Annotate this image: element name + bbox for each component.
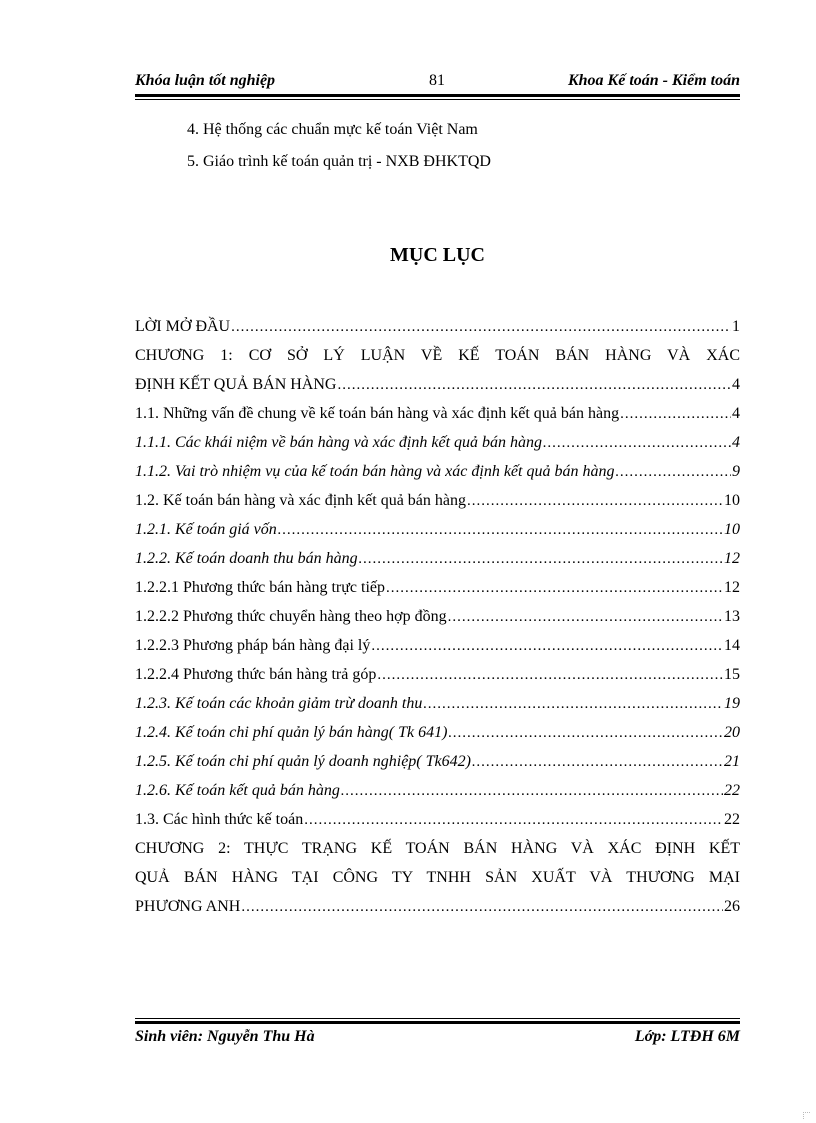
toc-leader	[543, 429, 731, 458]
table-of-contents	[135, 312, 740, 921]
toc-entry[interactable]	[135, 544, 740, 573]
reference-item: 5. Giáo trình kế toán quản trị - NXB ĐHKTQD	[187, 153, 491, 170]
references-list	[187, 114, 491, 178]
toc-entry-page: 13	[724, 608, 740, 625]
toc-leader	[448, 719, 723, 748]
toc-entry-page: 10	[724, 492, 740, 509]
toc-entry-page: 12	[724, 550, 740, 567]
toc-leader	[377, 661, 723, 690]
toc-entry-page: 14	[724, 637, 740, 654]
toc-leader	[472, 748, 723, 777]
toc-chapter-1-line-2[interactable]	[135, 370, 740, 399]
toc-leader	[615, 458, 731, 487]
page-footer	[135, 1028, 740, 1052]
toc-leader	[231, 313, 731, 342]
header-thesis-label: Khóa luận tốt nghiệp	[135, 72, 276, 89]
toc-entry-title: 1.2.6. Kế toán kết quả bán hàng	[135, 782, 340, 799]
toc-entry-title: 1.2.5. Kế toán chi phí quản lý doanh nghiệp( Tk642)	[135, 753, 471, 770]
toc-entry-page: 1	[732, 318, 740, 335]
toc-entry-intro[interactable]	[135, 312, 740, 341]
toc-entry-page: 4	[732, 376, 740, 393]
toc-leader	[620, 400, 731, 429]
header-rule	[135, 94, 740, 100]
toc-leader	[278, 516, 723, 545]
toc-entry[interactable]	[135, 399, 740, 428]
toc-entry-title: 1.2.3. Kế toán các khoản giảm trừ doanh thu	[135, 695, 423, 712]
toc-entry[interactable]	[135, 805, 740, 834]
toc-entry[interactable]	[135, 718, 740, 747]
toc-entry-page: 22	[724, 782, 740, 799]
toc-entry-title: 1.2.2. Kế toán doanh thu bán hàng	[135, 550, 358, 567]
toc-leader	[359, 545, 723, 574]
toc-entry-page: 19	[724, 695, 740, 712]
toc-entry[interactable]	[135, 486, 740, 515]
toc-entry-page: 4	[732, 434, 740, 451]
toc-entry-page: 21	[724, 753, 740, 770]
toc-leader	[241, 893, 723, 922]
toc-entry-title: 1.3. Các hình thức kế toán	[135, 811, 304, 828]
toc-leader	[337, 371, 731, 400]
toc-leader	[371, 632, 723, 661]
toc-entry[interactable]	[135, 689, 740, 718]
toc-entry-title: 1.1.1. Các khái niệm về bán hàng và xác định kết quả bán hàng	[135, 434, 543, 451]
toc-leader	[386, 574, 723, 603]
toc-entry[interactable]	[135, 776, 740, 805]
toc-chapter-1-line-1[interactable]: CHƯƠNG 1: CƠ SỞ LÝ LUẬN VỀ KẾ TOÁN BÁN HÀNG VÀ XÁC	[135, 347, 740, 364]
toc-entry-page: 15	[724, 666, 740, 683]
footer-class: Lớp: LTĐH 6M	[634, 1028, 740, 1045]
toc-entry-page: 12	[724, 579, 740, 596]
toc-entry[interactable]	[135, 602, 740, 631]
toc-leader	[467, 487, 723, 516]
toc-chapter-2-line-3[interactable]	[135, 892, 740, 921]
corner-crop-mark	[803, 1112, 810, 1119]
toc-entry-title: LỜI MỞ ĐẦU	[135, 318, 231, 335]
toc-leader	[423, 690, 723, 719]
toc-entry-page: 20	[724, 724, 740, 741]
toc-entry-title: PHƯƠNG ANH	[135, 898, 241, 915]
toc-chapter-2-line-1[interactable]: CHƯƠNG 2: THỰC TRẠNG KẾ TOÁN BÁN HÀNG VÀ XÁC ĐỊNH KẾT	[135, 840, 740, 857]
toc-leader	[448, 603, 723, 632]
toc-entry[interactable]	[135, 515, 740, 544]
toc-entry-title: 1.2.2.3 Phương pháp bán hàng đại lý	[135, 637, 371, 654]
footer-student: Sinh viên: Nguyễn Thu Hà	[135, 1028, 315, 1045]
toc-entry-title: 1.2.4. Kế toán chi phí quản lý bán hàng( Tk 641)	[135, 724, 448, 741]
toc-entry-title: 1.2.2.4 Phương thức bán hàng trả góp	[135, 666, 377, 683]
footer-rule	[135, 1018, 740, 1024]
toc-entry-title: 1.1.2. Vai trò nhiệm vụ của kế toán bán hàng và xác định kết quả bán hàng	[135, 463, 615, 480]
toc-title: MỤC LỤC	[390, 244, 485, 266]
toc-entry-title: 1.2.2.1 Phương thức bán hàng trực tiếp	[135, 579, 385, 596]
toc-entry-title: 1.1. Những vấn đề chung về kế toán bán hàng và xác định kết quả bán hàng	[135, 405, 620, 422]
toc-entry-title: 1.2. Kế toán bán hàng và xác định kết quả bán hàng	[135, 492, 467, 509]
toc-entry-title: ĐỊNH KẾT QUẢ BÁN HÀNG	[135, 376, 337, 393]
toc-entry[interactable]	[135, 428, 740, 457]
toc-entry-title: 1.2.1. Kế toán giá vốn	[135, 521, 277, 538]
toc-entry-page: 10	[724, 521, 740, 538]
toc-entry-page: 9	[732, 463, 740, 480]
toc-entry[interactable]	[135, 631, 740, 660]
toc-leader	[341, 777, 723, 806]
toc-entry[interactable]	[135, 573, 740, 602]
toc-entries	[135, 399, 740, 834]
toc-chapter-2-line-2[interactable]: QUẢ BÁN HÀNG TẠI CÔNG TY TNHH SẢN XUẤT VÀ THƯƠNG MẠI	[135, 869, 740, 886]
toc-entry-title: 1.2.2.2 Phương thức chuyển hàng theo hợp đồng	[135, 608, 447, 625]
toc-entry[interactable]	[135, 660, 740, 689]
toc-entry[interactable]	[135, 457, 740, 486]
reference-item: 4. Hệ thống các chuẩn mực kế toán Việt Nam	[187, 121, 478, 138]
toc-entry-page: 4	[732, 405, 740, 422]
toc-entry-page: 26	[724, 898, 740, 915]
header-department: Khoa Kế toán - Kiểm toán	[567, 72, 740, 89]
toc-entry-page: 22	[724, 811, 740, 828]
toc-entry[interactable]	[135, 747, 740, 776]
toc-leader	[304, 806, 723, 835]
page-number: 81	[429, 72, 445, 89]
page-header	[135, 72, 740, 96]
